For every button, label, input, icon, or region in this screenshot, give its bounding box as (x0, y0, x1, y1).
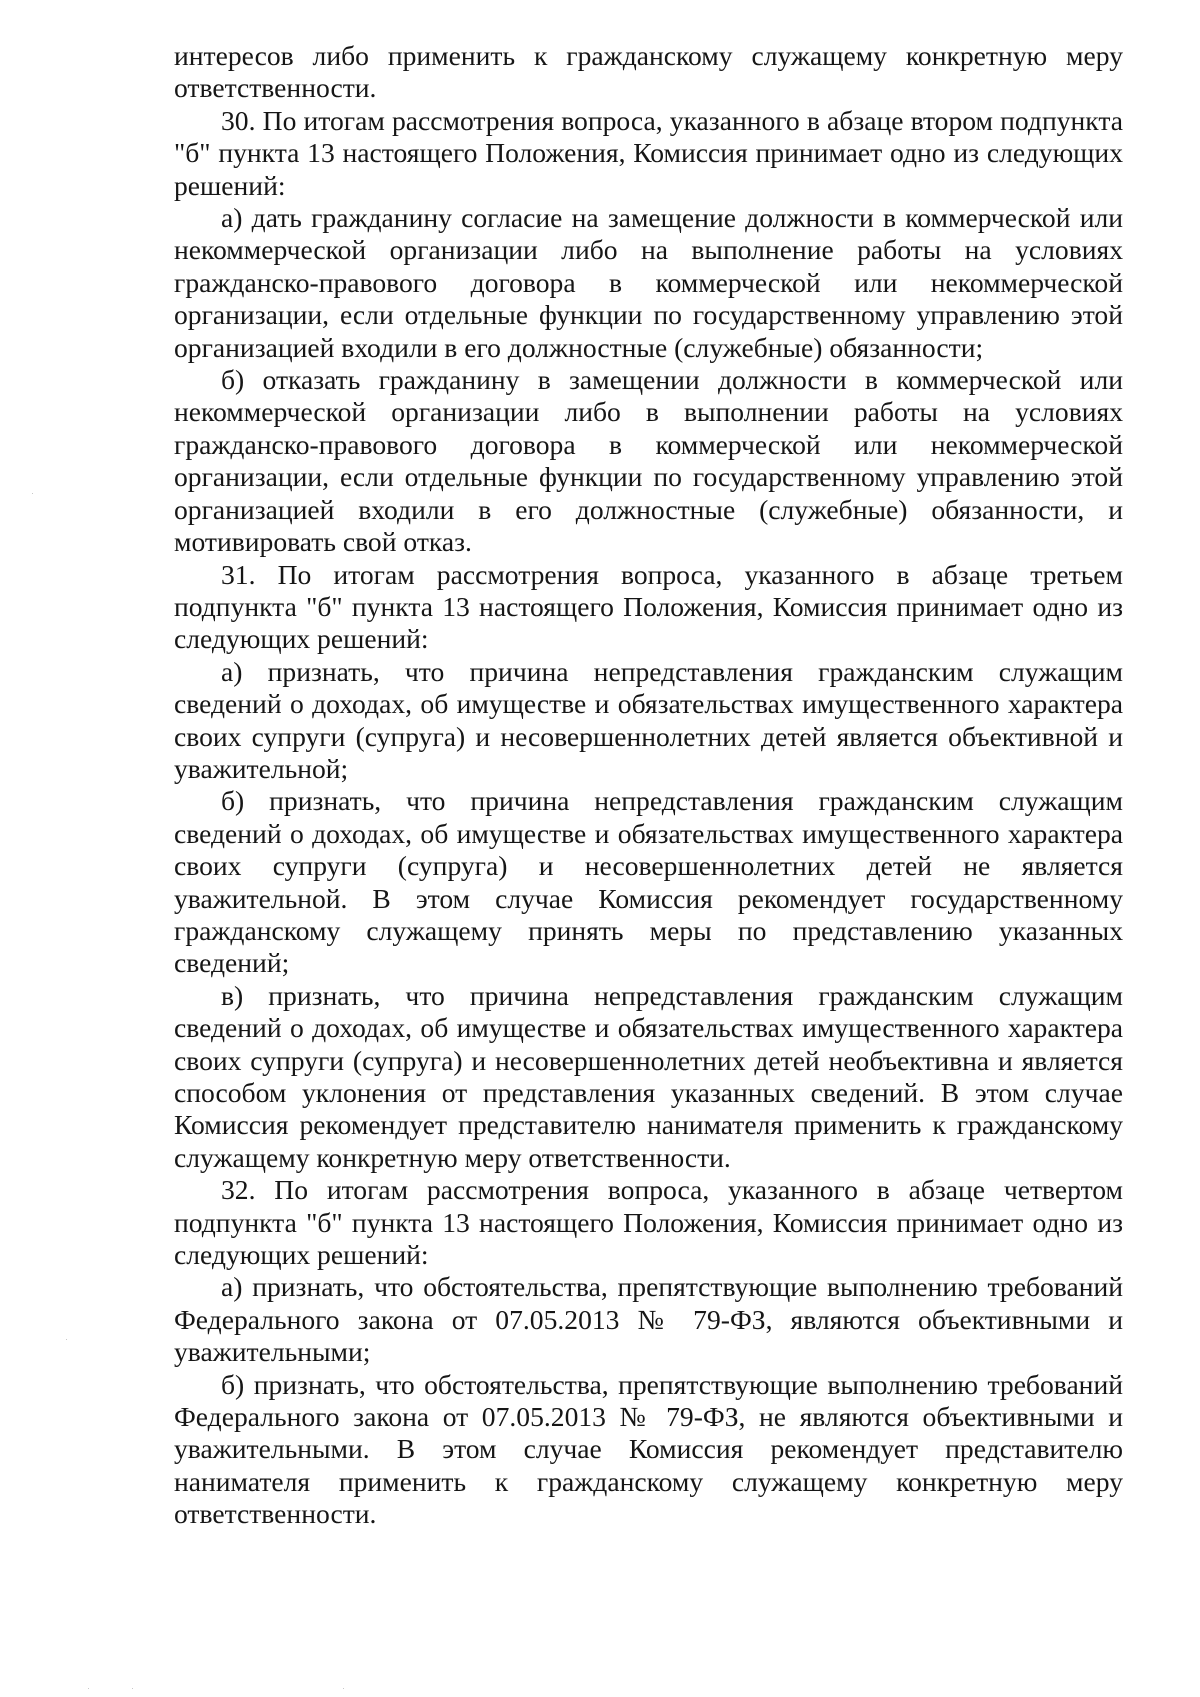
paragraph-item-30-b: б) отказать гражданину в замещении должности в коммерческой или некоммерческой организации либо в выполнении работы на условиях гражданско-правового договора в коммерческой или некоммерческой организации, если отдельные функции по государственному управлению этой организацией входили в его должностные (служебные) обязанности, и мотивировать свой отказ. (174, 364, 1123, 558)
paragraph-item-31-c: в) признать, что причина непредставления гражданским служащим сведений о доходах, об имуществе и обязательствах имущественного характера своих супруги (супруга) и несовершеннолетних детей необъективна и является способом уклонения от представления указанных сведений. В этом случае Комиссия рекомендует представителю нанимателя применить к гражданскому служащему конкретную меру ответственности. (174, 979, 1123, 1173)
document-body (174, 40, 1123, 1531)
paragraph-continuation: интересов либо применить к гражданскому служащему конкретную меру ответственности. (174, 40, 1123, 104)
scan-speck (343, 1688, 344, 1689)
scan-speck (88, 1688, 89, 1689)
paragraph-item-31-a: а) признать, что причина непредставления гражданским служащим сведений о доходах, об имуществе и обязательствах имущественного характера своих супруги (супруга) и несовершеннолетних детей является объективной и уважительной; (174, 655, 1123, 784)
paragraph-item-32: 32. По итогам рассмотрения вопроса, указанного в абзаце четвертом подпункта "б" пункта 13 настоящего Положения, Комиссия принимает одно из следующих решений: (174, 1174, 1123, 1271)
paragraph-item-31-b: б) признать, что причина непредставления гражданским служащим сведений о доходах, об имуществе и обязательствах имущественного характера своих супруги (супруга) и несовершеннолетних детей не является уважительной. В этом случае Комиссия рекомендует государственному гражданскому служащему принять меры по представлению указанных сведений; (174, 785, 1123, 979)
paragraph-item-30: 30. По итогам рассмотрения вопроса, указанного в абзаце втором подпункта "б" пункта 13 настоящего Положения, Комиссия принимает одно из следующих решений: (174, 104, 1123, 201)
paragraph-item-31: 31. По итогам рассмотрения вопроса, указанного в абзаце третьем подпункта "б" пункта 13 настоящего Положения, Комиссия принимает одно из следующих решений: (174, 558, 1123, 655)
scan-speck (66, 1339, 67, 1340)
scan-speck (32, 493, 33, 494)
scan-speck (132, 1688, 133, 1689)
paragraph-item-32-a: а) признать, что обстоятельства, препятствующие выполнению требований Федерального закона от 07.05.2013 № 79-ФЗ, являются объективными и уважительными; (174, 1271, 1123, 1368)
paragraph-item-32-b: б) признать, что обстоятельства, препятствующие выполнению требований Федерального закона от 07.05.2013 № 79-ФЗ, не являются объективными и уважительными. В этом случае Комиссия рекомендует представителю нанимателя применить к гражданскому служащему конкретную меру ответственности. (174, 1368, 1123, 1530)
paragraph-item-30-a: а) дать гражданину согласие на замещение должности в коммерческой или некоммерческой организации либо на выполнение работы на условиях гражданско-правового договора в коммерческой или некоммерческой организации, если отдельные функции по государственному управлению этой организацией входили в его должностные (служебные) обязанности; (174, 202, 1123, 363)
